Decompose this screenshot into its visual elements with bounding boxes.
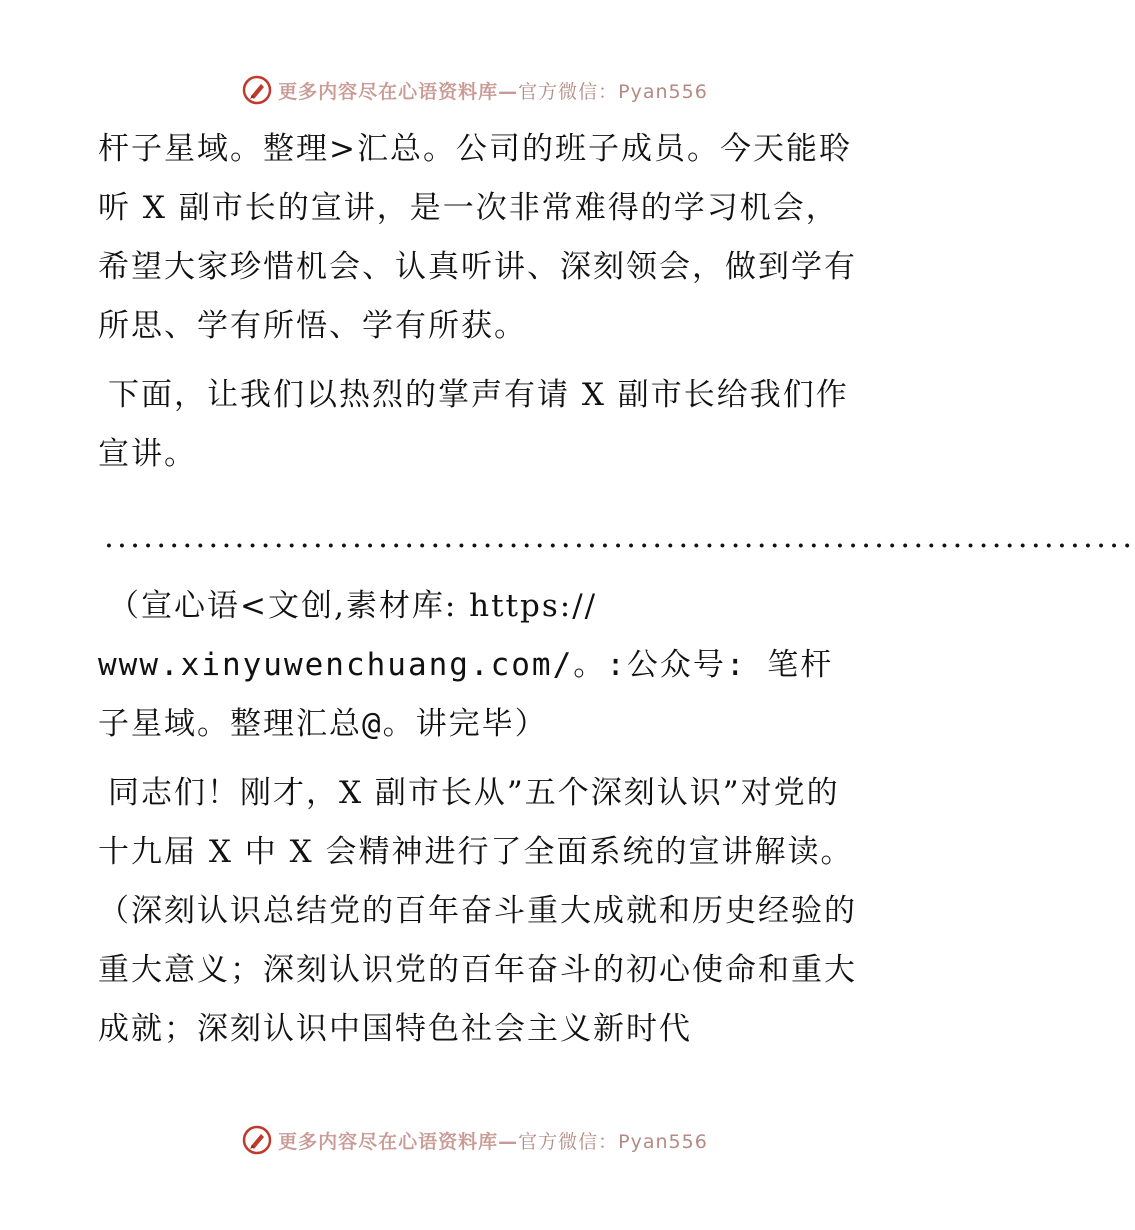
pen-logo-icon: [242, 75, 272, 105]
source-note: [98, 577, 858, 754]
pen-logo-icon: [242, 1125, 272, 1155]
document-body: [98, 120, 1135, 1069]
dotted-separator: ...............................................................................: [104, 519, 1135, 555]
paragraph-invitation: 下面，让我们以热烈的掌声有请 X 副市长给我们作宣讲。: [98, 377, 849, 472]
source-note-line2: www.xinyuwenchuang.com/。:公众号: 笔杆子星域。整理汇总@。讲完毕）: [98, 647, 834, 742]
header-banner-text: 更多内容尽在心语资料库—官方微信：Pyan556: [278, 80, 708, 103]
footer-banner: [0, 1120, 950, 1160]
header-banner: [0, 70, 950, 110]
footer-banner-text: 更多内容尽在心语资料库—官方微信：Pyan556: [278, 1130, 708, 1153]
source-note-line1: （宣心语<文创,素材库: https://: [108, 588, 598, 624]
paragraph-intro: 杆子星域。整理>汇总。公司的班子成员。今天能聆听 X 副市长的宣讲，是一次非常难得的学习机会，希望大家珍惜机会、认真听讲、深刻领会，做到学有所思、学有所悟、学有所获。: [98, 131, 857, 344]
paragraph-closing: 同志们！刚才，X 副市长从”五个深刻认识”对党的十九届 X 中 X 会精神进行了全面系统的宣讲解读。（深刻认识总结党的百年奋斗重大成就和历史经验的重大意义；深刻认识党的百年奋斗的初心使命和重大成就；深刻认识中国特色社会主义新时代: [98, 775, 857, 1047]
